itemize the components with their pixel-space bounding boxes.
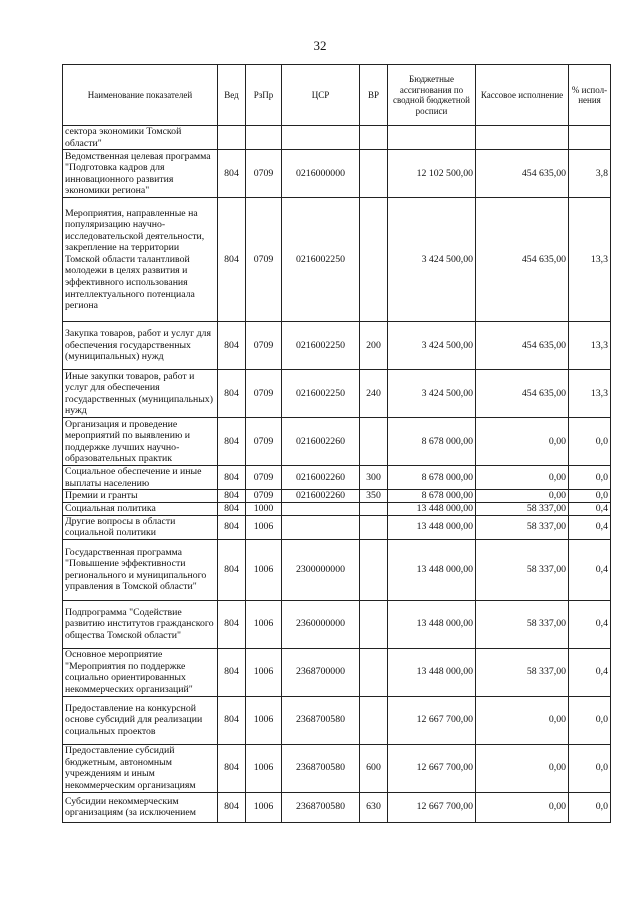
row-plan-cell <box>388 126 476 150</box>
row-exec-cell: 0,00 <box>476 696 569 744</box>
row-name-cell: Иные закупки товаров, работ и услуг для обеспечения государственных (муниципальных) нужд <box>63 370 218 418</box>
table-row <box>63 466 611 490</box>
row-csr-cell: 2368700000 <box>282 648 360 696</box>
row-plan-cell: 12 667 700,00 <box>388 696 476 744</box>
row-csr-cell: 2368700580 <box>282 792 360 822</box>
row-exec-cell: 454 635,00 <box>476 150 569 198</box>
table-row <box>63 418 611 466</box>
row-rzpr-cell: 0709 <box>246 150 282 198</box>
row-pct-cell: 0,4 <box>569 502 611 515</box>
row-pct-cell: 0,0 <box>569 696 611 744</box>
row-pct-cell: 0,0 <box>569 792 611 822</box>
row-vr-cell <box>360 418 388 466</box>
row-exec-cell: 454 635,00 <box>476 322 569 370</box>
row-exec-cell: 58 337,00 <box>476 539 569 600</box>
row-vr-cell: 350 <box>360 490 388 503</box>
page-number: 32 <box>313 38 327 53</box>
row-csr-cell: 0216002250 <box>282 322 360 370</box>
row-plan-cell: 13 448 000,00 <box>388 515 476 539</box>
row-plan-cell: 13 448 000,00 <box>388 502 476 515</box>
row-pct-cell: 0,0 <box>569 490 611 503</box>
row-rzpr-cell: 1006 <box>246 515 282 539</box>
row-name-cell: Предоставление на конкурсной основе субсидий для реализации социальных проектов <box>63 696 218 744</box>
row-csr-cell: 2300000000 <box>282 539 360 600</box>
row-pct-cell: 0,4 <box>569 515 611 539</box>
row-exec-cell: 0,00 <box>476 466 569 490</box>
row-ved-cell: 804 <box>218 792 246 822</box>
row-ved-cell: 804 <box>218 502 246 515</box>
table-row <box>63 502 611 515</box>
row-name-cell: Основное мероприятие "Мероприятия по поддержке социально ориентированных некоммерческих организаций" <box>63 648 218 696</box>
header-rzpr: РзПр <box>246 65 282 126</box>
row-pct-cell: 3,8 <box>569 150 611 198</box>
row-name-cell: Подпрограмма "Содействие развитию институтов гражданского общества Томской области" <box>63 600 218 648</box>
row-plan-cell: 12 102 500,00 <box>388 150 476 198</box>
row-csr-cell <box>282 126 360 150</box>
row-plan-cell: 13 448 000,00 <box>388 648 476 696</box>
row-plan-cell: 8 678 000,00 <box>388 490 476 503</box>
table-row <box>63 198 611 322</box>
row-name-cell: Премии и гранты <box>63 490 218 503</box>
row-pct-cell: 0,4 <box>569 539 611 600</box>
table-header-row <box>63 65 611 126</box>
header-pct: % испол-нения <box>569 65 611 126</box>
row-vr-cell <box>360 696 388 744</box>
row-csr-cell <box>282 502 360 515</box>
row-pct-cell: 0,4 <box>569 648 611 696</box>
row-ved-cell: 804 <box>218 539 246 600</box>
row-exec-cell <box>476 126 569 150</box>
header-ved: Вед <box>218 65 246 126</box>
header-name: Наименование показателей <box>63 65 218 126</box>
row-name-cell: Предоставление субсидий бюджетным, автономным учреждениям и иным некоммерческим организациям <box>63 744 218 792</box>
row-ved-cell: 804 <box>218 322 246 370</box>
header-csr: ЦСР <box>282 65 360 126</box>
row-vr-cell: 300 <box>360 466 388 490</box>
table-row <box>63 744 611 792</box>
row-exec-cell: 0,00 <box>476 490 569 503</box>
table-row <box>63 648 611 696</box>
row-pct-cell: 0,0 <box>569 466 611 490</box>
row-name-cell: Организация и проведение мероприятий по выявлению и поддержке лучших научно-образовательных практик <box>63 418 218 466</box>
row-rzpr-cell: 1006 <box>246 744 282 792</box>
row-plan-cell: 8 678 000,00 <box>388 418 476 466</box>
row-csr-cell: 0216002260 <box>282 490 360 503</box>
row-exec-cell: 454 635,00 <box>476 370 569 418</box>
row-rzpr-cell: 0709 <box>246 418 282 466</box>
row-rzpr-cell: 1006 <box>246 539 282 600</box>
row-rzpr-cell: 0709 <box>246 198 282 322</box>
row-vr-cell <box>360 126 388 150</box>
row-name-cell: Государственная программа "Повышение эффективности регионального и муниципального управления в Томской области" <box>63 539 218 600</box>
row-exec-cell: 58 337,00 <box>476 515 569 539</box>
row-name-cell: Субсидии некоммерческим организациям (за исключением <box>63 792 218 822</box>
row-ved-cell: 804 <box>218 198 246 322</box>
row-rzpr-cell: 1006 <box>246 600 282 648</box>
table-row <box>63 150 611 198</box>
row-pct-cell: 13,3 <box>569 322 611 370</box>
row-csr-cell: 0216002250 <box>282 370 360 418</box>
row-name-cell: Закупка товаров, работ и услуг для обеспечения государственных (муниципальных) нужд <box>63 322 218 370</box>
row-ved-cell: 804 <box>218 370 246 418</box>
header-plan: Бюджетные ассигнования по сводной бюджетной росписи <box>388 65 476 126</box>
row-pct-cell: 0,4 <box>569 600 611 648</box>
row-vr-cell <box>360 515 388 539</box>
row-vr-cell <box>360 502 388 515</box>
row-pct-cell: 0,0 <box>569 418 611 466</box>
row-csr-cell: 2368700580 <box>282 744 360 792</box>
row-exec-cell: 0,00 <box>476 418 569 466</box>
row-csr-cell: 2360000000 <box>282 600 360 648</box>
row-vr-cell <box>360 600 388 648</box>
row-name-cell: Социальная политика <box>63 502 218 515</box>
row-exec-cell: 58 337,00 <box>476 502 569 515</box>
row-name-cell: сектора экономики Томской области" <box>63 126 218 150</box>
row-name-cell: Социальное обеспечение и иные выплаты населению <box>63 466 218 490</box>
table-row <box>63 539 611 600</box>
row-name-cell: Мероприятия, направленные на популяризацию научно-исследовательской деятельности, закрепление на территории Томской области талантливой молодежи в целях развития и эффективного использования интеллектуального потенциала региона <box>63 198 218 322</box>
row-vr-cell: 200 <box>360 322 388 370</box>
row-csr-cell <box>282 515 360 539</box>
row-csr-cell: 0216002260 <box>282 466 360 490</box>
row-ved-cell: 804 <box>218 648 246 696</box>
row-csr-cell: 2368700580 <box>282 696 360 744</box>
row-plan-cell: 3 424 500,00 <box>388 198 476 322</box>
row-vr-cell <box>360 198 388 322</box>
row-plan-cell: 13 448 000,00 <box>388 539 476 600</box>
row-csr-cell: 0216002250 <box>282 198 360 322</box>
row-rzpr-cell: 0709 <box>246 370 282 418</box>
table-row <box>63 696 611 744</box>
row-name-cell: Другие вопросы в области социальной политики <box>63 515 218 539</box>
row-rzpr-cell: 1006 <box>246 792 282 822</box>
row-ved-cell: 804 <box>218 490 246 503</box>
row-rzpr-cell: 0709 <box>246 322 282 370</box>
row-ved-cell: 804 <box>218 418 246 466</box>
table-row <box>63 126 611 150</box>
row-vr-cell <box>360 539 388 600</box>
row-rzpr-cell: 0709 <box>246 490 282 503</box>
table-row <box>63 515 611 539</box>
row-vr-cell <box>360 648 388 696</box>
row-exec-cell: 454 635,00 <box>476 198 569 322</box>
row-plan-cell: 8 678 000,00 <box>388 466 476 490</box>
table-row <box>63 600 611 648</box>
row-vr-cell <box>360 150 388 198</box>
row-vr-cell: 630 <box>360 792 388 822</box>
row-name-cell: Ведомственная целевая программа "Подготовка кадров для инновационного развития экономики региона" <box>63 150 218 198</box>
row-plan-cell: 3 424 500,00 <box>388 322 476 370</box>
row-csr-cell: 0216002260 <box>282 418 360 466</box>
row-rzpr-cell: 1006 <box>246 648 282 696</box>
table-row <box>63 370 611 418</box>
row-pct-cell: 0,0 <box>569 744 611 792</box>
table-row <box>63 792 611 822</box>
table-row <box>63 490 611 503</box>
header-vr: ВР <box>360 65 388 126</box>
row-exec-cell: 58 337,00 <box>476 648 569 696</box>
row-rzpr-cell: 1006 <box>246 696 282 744</box>
header-exec: Кассовое исполнение <box>476 65 569 126</box>
row-plan-cell: 12 667 700,00 <box>388 792 476 822</box>
row-ved-cell: 804 <box>218 150 246 198</box>
row-rzpr-cell <box>246 126 282 150</box>
budget-execution-table <box>62 64 611 823</box>
row-ved-cell <box>218 126 246 150</box>
row-exec-cell: 58 337,00 <box>476 600 569 648</box>
row-pct-cell: 13,3 <box>569 370 611 418</box>
row-exec-cell: 0,00 <box>476 792 569 822</box>
row-ved-cell: 804 <box>218 744 246 792</box>
row-plan-cell: 12 667 700,00 <box>388 744 476 792</box>
row-ved-cell: 804 <box>218 600 246 648</box>
row-rzpr-cell: 1000 <box>246 502 282 515</box>
row-ved-cell: 804 <box>218 466 246 490</box>
row-plan-cell: 3 424 500,00 <box>388 370 476 418</box>
row-ved-cell: 804 <box>218 515 246 539</box>
row-ved-cell: 804 <box>218 696 246 744</box>
table-row <box>63 322 611 370</box>
row-csr-cell: 0216000000 <box>282 150 360 198</box>
row-vr-cell: 240 <box>360 370 388 418</box>
row-exec-cell: 0,00 <box>476 744 569 792</box>
row-vr-cell: 600 <box>360 744 388 792</box>
row-rzpr-cell: 0709 <box>246 466 282 490</box>
row-pct-cell <box>569 126 611 150</box>
row-plan-cell: 13 448 000,00 <box>388 600 476 648</box>
row-pct-cell: 13,3 <box>569 198 611 322</box>
